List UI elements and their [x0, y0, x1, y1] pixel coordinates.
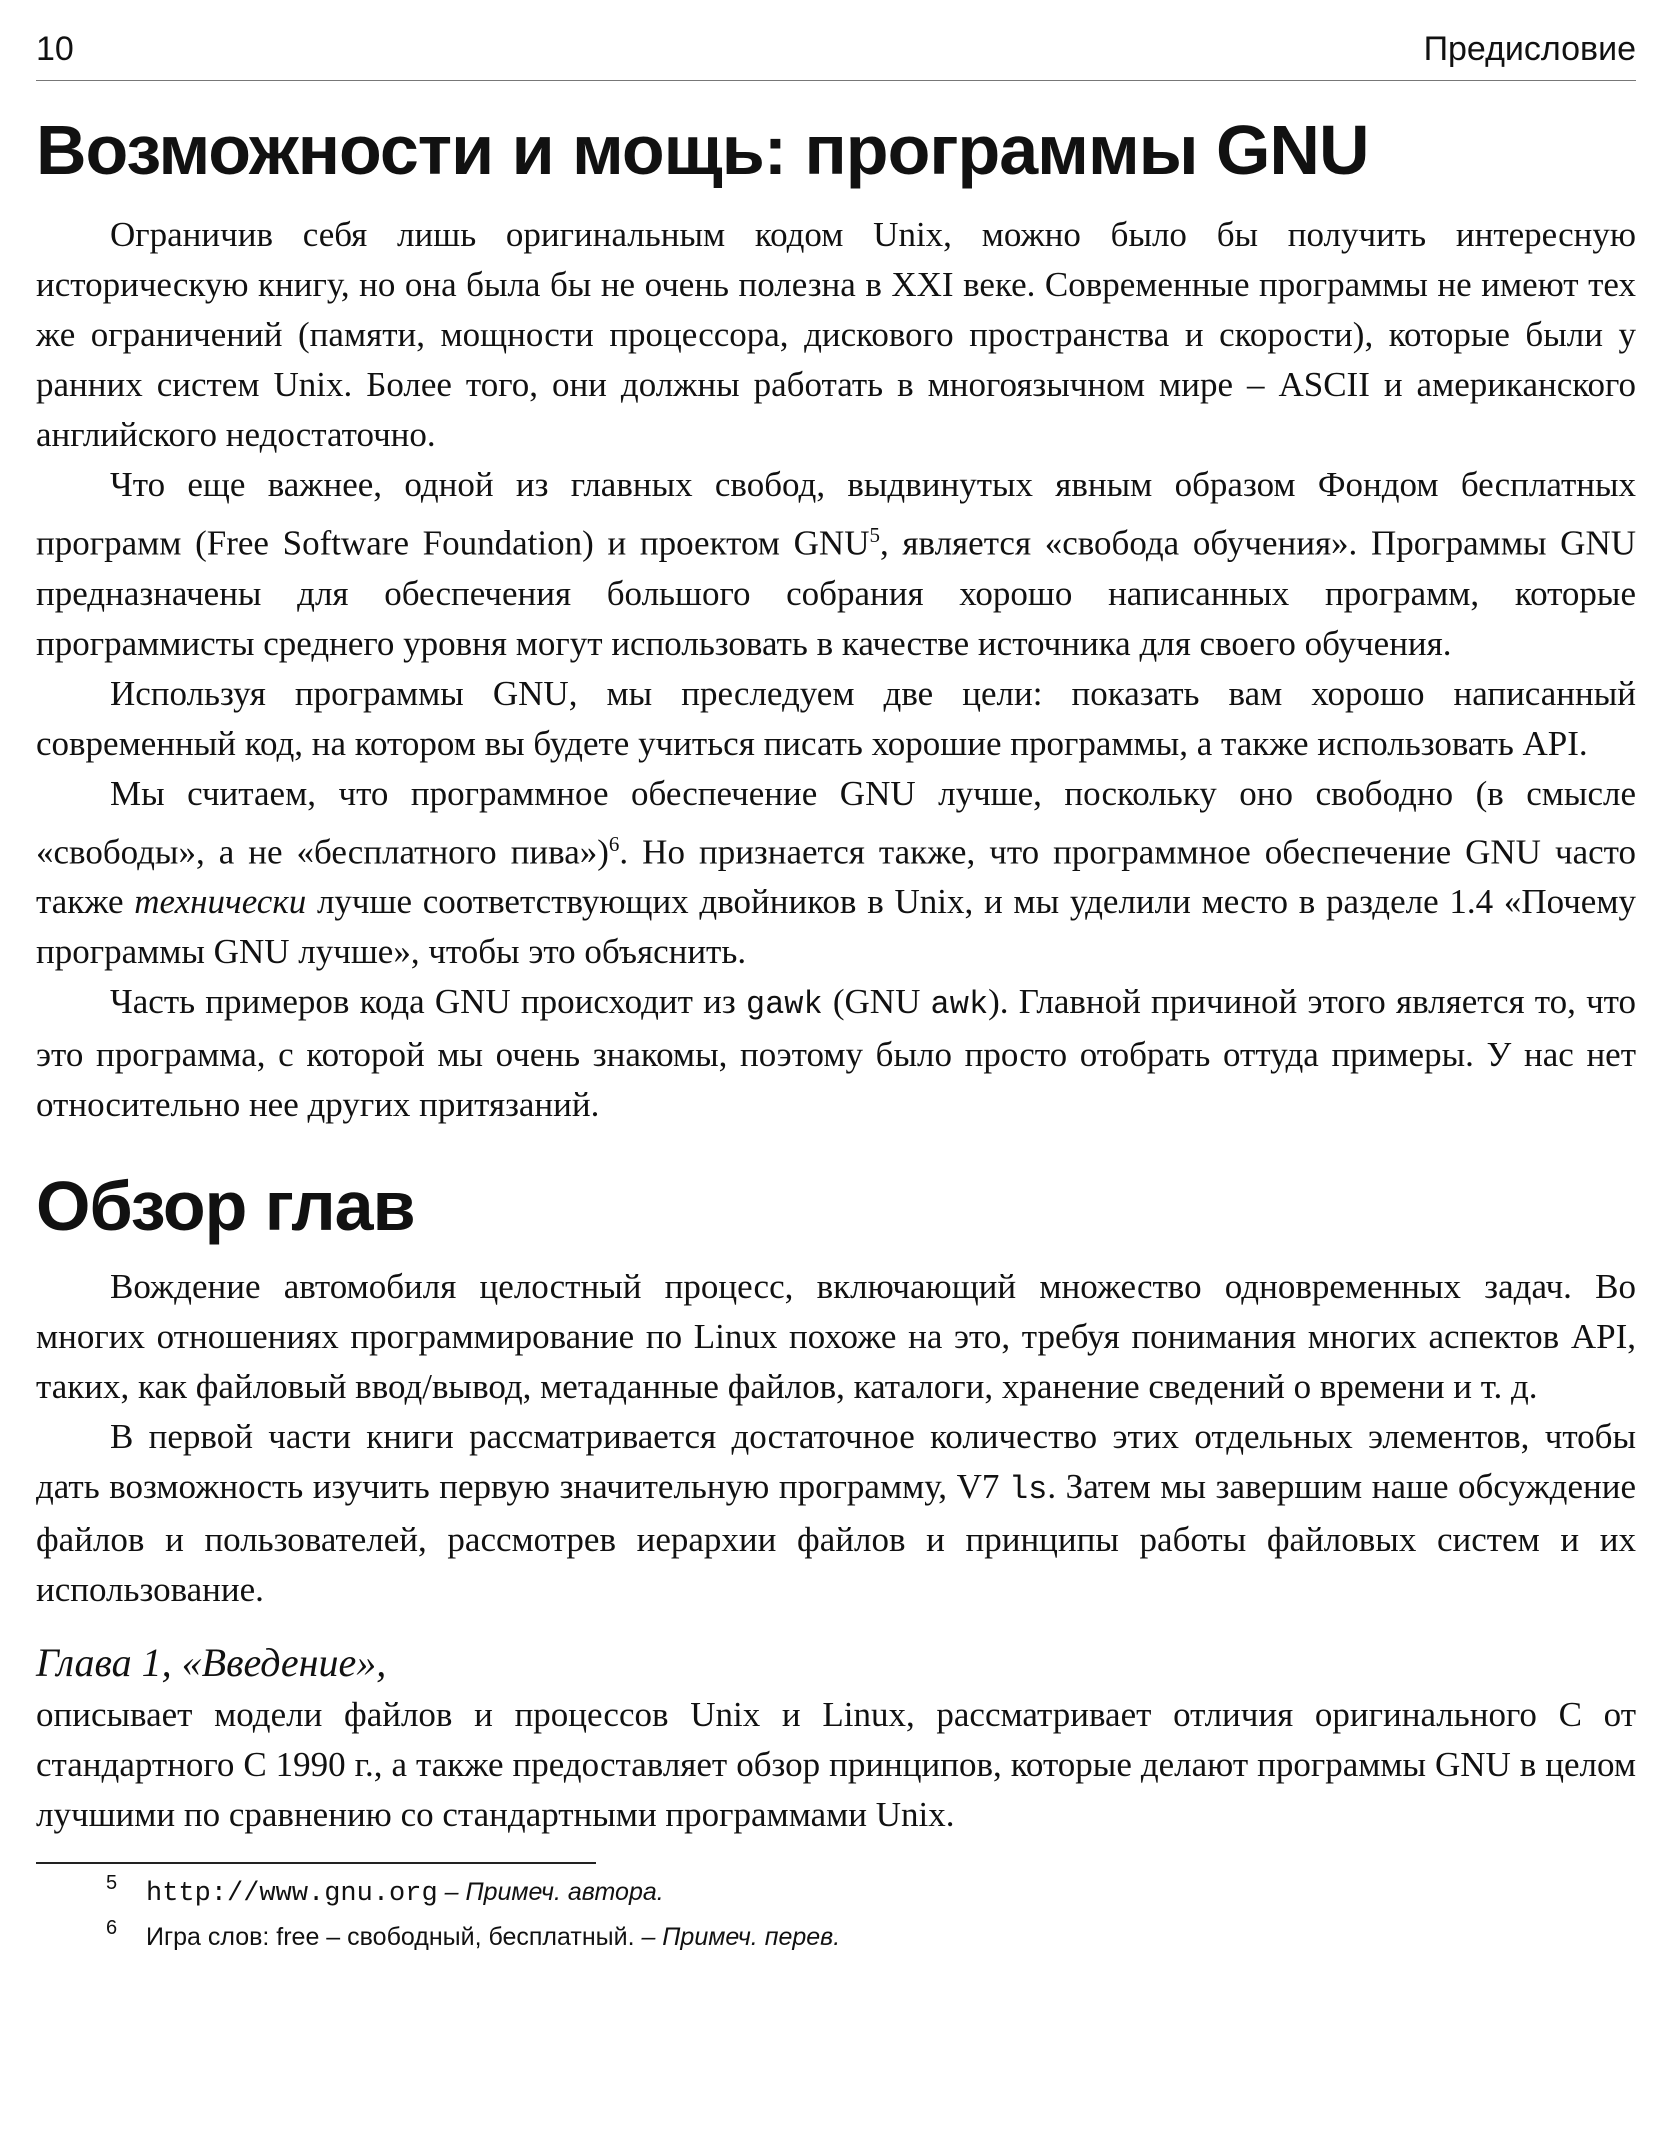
heading-gnu-programs: Возможности и мощь: программы GNU [36, 111, 1369, 189]
header-rule [36, 80, 1636, 81]
chapter-1-description: описывает модели файлов и процессов Unix и Linux, рассматривает отличия оригинального C от стандартного C 1990 г., а также предоставляет обзор принципов, которые делают программы GNU в целом лучшими по сравнению со стандартными программами Unix. [36, 1695, 1636, 1835]
footnote-link[interactable]: http://www.gnu.org [146, 1879, 438, 1910]
paragraph: Часть примеров кода GNU происходит из gawk (GNU awk). Главной причиной этого является то, что это программа, с которой мы очень знакомы, поэтому было просто отобрать оттуда примеры. У нас нет относительно нее других притязаний. [36, 982, 1637, 1125]
heading-chapter-overview: Обзор глав [36, 1167, 415, 1246]
paragraph: Используя программы GNU, мы преследуем две цели: показать вам хорошо написанный современный код, на котором вы будете учиться писать хорошие программы, а также использовать API. [36, 673, 1636, 763]
book-page [36, 30, 1636, 2130]
paragraph: Мы считаем, что программное обеспечение GNU лучше, поскольку оно свободно (в смысле «свободы», а не «бесплатного пива»)$^6$. Но признается также, что программное обеспечение GNU часто также технически лучше соответствующих двойников в Unix, и мы уделили место в разделе 1.4 «Почему программы GNU лучше», чтобы это объяснить. [36, 773, 1636, 972]
paragraph: В первой части книги рассматривается достаточное количество этих отдельных элементов, чтобы дать возможность изучить первую значительную программу, V7 ls. Затем мы завершим наше обсуждение файлов и пользователей, рассмотрев иерархии файлов и принципы работы файловых систем и их использование. [36, 1417, 1636, 1610]
page-number: 10 [36, 30, 74, 68]
section-title: Предисловие [1423, 30, 1636, 68]
footnote-rule [36, 1862, 596, 1864]
footnote-ref[interactable]: 5 [869, 523, 880, 547]
footnote-ref[interactable]: 6 [608, 831, 620, 856]
paragraph: Ограничив себя лишь оригинальным кодом Unix, можно было бы получить интересную историческую книгу, но она была бы не очень полезна в XXI веке. Современные программы не имеют тех же ограничений (памяти, мощности процессора, дискового пространства и скорости), которые были у ранних систем Unix. Более того, они должны работать в многоязычном мире – ASCII и американского английского недостаточно. [36, 215, 1636, 454]
footnote-6: 6 Игра слов: free – свободный, бесплатный. – Примеч. перев. [106, 1917, 841, 1952]
paragraph: Вождение автомобиля целостный процесс, включающий множество одновременных задач. Во многих отношениях программирование по Linux похоже на это, требуя понимания многих аспектов API, таких, как файловый ввод/вывод, метаданные файлов, каталоги, хранение сведений о времени и т. д. [36, 1267, 1636, 1407]
chapter-1-title: Глава 1, «Введение», [36, 1640, 387, 1686]
running-header [36, 30, 1636, 82]
paragraph: Что еще важнее, одной из главных свобод, выдвинутых явным образом Фондом бесплатных программ (Free Software Foundation) и проектом GNU$^5$, является «свобода обучения». Программы GNU предназначены для обеспечения большого собрания хорошо написанных программ, которые программисты среднего уровня могут использовать в качестве источника для своего обучения. [36, 465, 1637, 663]
footnote-5: 5 http://www.gnu.org – Примеч. автора. [106, 1872, 664, 1910]
